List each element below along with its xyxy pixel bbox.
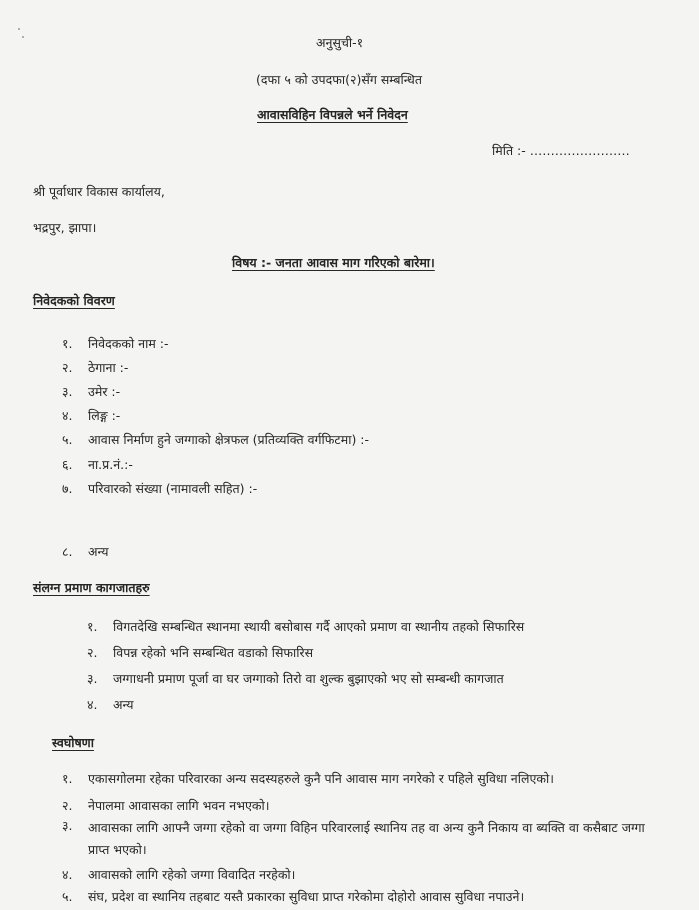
- applicant-item-land-area: [62, 431, 369, 448]
- item-number: ३.: [62, 818, 73, 833]
- declaration-item: [62, 797, 269, 814]
- item-number: ३.: [87, 671, 98, 686]
- date-field: मिति :- ……………………: [492, 143, 630, 158]
- applicant-item-gender: [62, 407, 120, 424]
- documents-item: [87, 696, 134, 713]
- applicant-heading: निवेदकको विवरण: [33, 293, 115, 308]
- item-text: लिङ्ग :-: [88, 408, 121, 423]
- item-text: परिवारको संख्या (नामावली सहित) :-: [88, 481, 258, 496]
- item-number: १.: [62, 771, 73, 786]
- item-text: ठेगाना :-: [88, 360, 129, 375]
- item-text: जग्गाधनी प्रमाण पूर्जा वा घर जग्गाको तिरो वा शुल्क बुझाएको भए सो सम्बन्धी कागजात: [113, 671, 504, 686]
- item-text: नेपालमा आवासका लागि भवन नभएको।: [88, 798, 270, 813]
- item-text: उमेर :-: [88, 384, 121, 399]
- item-number: ४.: [62, 867, 73, 882]
- documents-item: [87, 644, 313, 661]
- applicant-item-other: [62, 543, 109, 560]
- declaration-item: [62, 817, 662, 861]
- item-text: निवेदकको नाम :-: [88, 336, 169, 351]
- item-text: एकासगोलमा रहेका परिवारका अन्य सदस्यहरुले कुनै पनि आवास माग नगरेको र पहिले सुविधा नलिएको।: [88, 771, 554, 786]
- document-title: आवासविहिन विपन्नले भर्ने निवेदन: [257, 107, 408, 122]
- item-text: अन्य: [88, 544, 109, 559]
- scan-mark: [18, 28, 20, 30]
- reference-line: (दफा ५ को उपदफा(२)सँग सम्बन्धित: [256, 72, 422, 87]
- item-number: ३.: [62, 384, 73, 399]
- item-number: ४.: [62, 408, 73, 423]
- item-text: अन्य: [113, 697, 134, 712]
- applicant-item-family: [62, 480, 257, 497]
- documents-item: [87, 618, 524, 635]
- declaration-item: [62, 866, 295, 883]
- item-number: १.: [87, 619, 98, 634]
- scan-mark: [22, 36, 24, 38]
- applicant-item-address: [62, 359, 128, 376]
- applicant-item-age: [62, 383, 120, 400]
- item-number: ४.: [87, 697, 98, 712]
- applicant-item-name: [62, 335, 169, 352]
- declaration-heading: स्वघोषणा: [52, 735, 94, 750]
- item-number: २.: [87, 645, 98, 660]
- item-number: ७.: [62, 481, 73, 496]
- item-text: विगतदेखि सम्बन्धित स्थानमा स्थायी बसोबास गर्दै आएको प्रमाण वा स्थानीय तहको सिफारिस: [113, 619, 525, 634]
- item-text: आवासका लागि आफ्नै जग्गा रहेको वा जग्गा विहिन परिवारलाई स्थानिय तह वा अन्य कुनै निकाय वा ब्यक्ति वा कसैबाट जग्गा प्राप्त भएको।: [88, 820, 645, 857]
- item-text: आवास निर्माण हुने जग्गाको क्षेत्रफल (प्रतिव्यक्ति वर्गफिटमा) :-: [88, 432, 370, 447]
- item-number: २.: [62, 798, 73, 813]
- applicant-item-citizenship: [62, 456, 133, 473]
- declaration-item: [62, 888, 524, 905]
- item-number: ८.: [62, 544, 73, 559]
- item-text: ना.प्र.नं.:-: [88, 457, 133, 472]
- item-number: १.: [62, 336, 73, 351]
- annex-label: अनुसुची-१: [316, 35, 364, 50]
- item-text: संघ, प्रदेश वा स्थानिय तहबाट यस्तै प्रकारका सुविधा प्राप्त गरेकोमा दोहोरो आवास सुविधा नपाउने।: [88, 889, 525, 904]
- item-text: आवासको लागि रहेको जग्गा विवादित नरहेको।: [88, 867, 296, 882]
- item-text: विपन्न रहेको भनि सम्बन्धित वडाको सिफारिस: [113, 645, 314, 660]
- addressee-location: भद्रपुर, झापा।: [33, 220, 97, 235]
- documents-item: [87, 670, 504, 687]
- item-number: ५.: [62, 432, 73, 447]
- addressee-office: श्री पूर्वाधार विकास कार्यालय,: [33, 184, 165, 199]
- declaration-item: [62, 770, 554, 787]
- item-number: २.: [62, 360, 73, 375]
- item-number: ५.: [62, 889, 73, 904]
- documents-heading: संलग्न प्रमाण कागजातहरु: [33, 580, 150, 595]
- subject-line: विषय :- जनता आवास माग गरिएको बारेमा।: [232, 255, 435, 270]
- item-number: ६.: [62, 457, 73, 472]
